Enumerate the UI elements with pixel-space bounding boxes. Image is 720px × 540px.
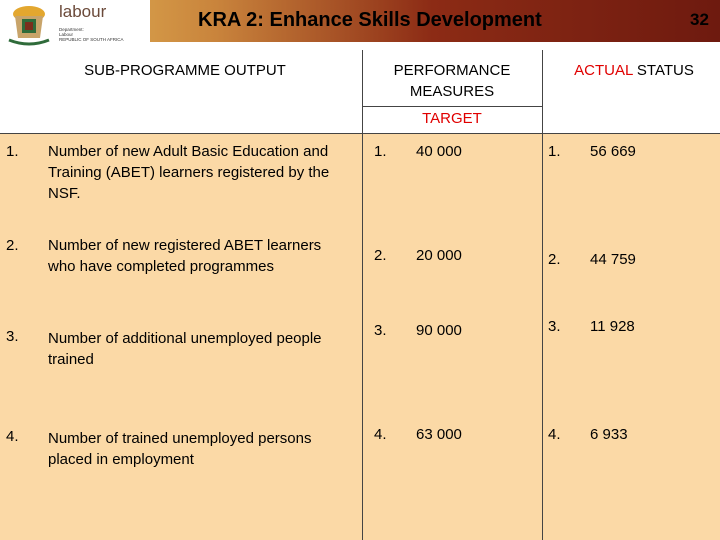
slide-title: KRA 2: Enhance Skills Development bbox=[198, 9, 542, 31]
coat-of-arms-icon bbox=[3, 2, 55, 48]
header-performance-measures: PERFORMANCE MEASURES bbox=[393, 62, 511, 100]
header-target: TARGET bbox=[422, 110, 482, 127]
column-divider-target bbox=[362, 50, 363, 540]
row-4-actual-number: 4. bbox=[548, 426, 561, 443]
target-header-divider bbox=[362, 106, 542, 107]
logo-wordmark: labour bbox=[59, 2, 107, 21]
row-2-output: Number of new registered ABET learners who have completed programmes bbox=[48, 237, 322, 275]
row-4-number: 4. bbox=[6, 428, 19, 445]
row-3-actual: 11 928 bbox=[590, 318, 635, 335]
row-1-output: Number of new Adult Basic Education and Training (ABET) learners registered by the NSF. bbox=[48, 143, 330, 202]
row-3-target-number: 3. bbox=[374, 322, 387, 339]
row-2-actual: 44 759 bbox=[590, 251, 636, 268]
row-3-target: 90 000 bbox=[416, 322, 462, 339]
logo-country-line: REPUBLIC OF SOUTH AFRICA bbox=[59, 37, 124, 42]
logo-department-line: Department: bbox=[59, 27, 84, 32]
header-sub-programme-output: SUB-PROGRAMME OUTPUT bbox=[84, 62, 286, 79]
row-2-target: 20 000 bbox=[416, 247, 462, 264]
row-4-target-number: 4. bbox=[374, 426, 387, 443]
page-number: 32 bbox=[690, 10, 709, 29]
row-3-actual-number: 3. bbox=[548, 318, 561, 335]
row-1-actual: 56 669 bbox=[590, 143, 636, 160]
column-divider-actual bbox=[542, 50, 543, 540]
row-1-target: 40 000 bbox=[416, 143, 462, 160]
header-status-word: STATUS bbox=[632, 62, 694, 79]
header-actual-word: ACTUAL bbox=[574, 62, 633, 79]
row-2-target-number: 2. bbox=[374, 247, 387, 264]
row-4-output: Number of trained unemployed persons placed in employment bbox=[48, 430, 312, 468]
department-logo bbox=[0, 0, 150, 50]
row-4-target: 63 000 bbox=[416, 426, 462, 443]
row-1-actual-number: 1. bbox=[548, 143, 561, 160]
row-2-number: 2. bbox=[6, 237, 19, 254]
row-2-actual-number: 2. bbox=[548, 251, 561, 268]
row-1-number: 1. bbox=[6, 143, 19, 160]
logo-labour-line: Labour bbox=[59, 32, 74, 37]
row-3-number: 3. bbox=[6, 328, 19, 345]
header-actual-status bbox=[548, 60, 720, 81]
table-top-border bbox=[0, 133, 720, 134]
row-4-actual: 6 933 bbox=[590, 426, 628, 443]
row-3-output: Number of additional unemployed people trained bbox=[48, 330, 322, 368]
row-1-target-number: 1. bbox=[374, 143, 387, 160]
